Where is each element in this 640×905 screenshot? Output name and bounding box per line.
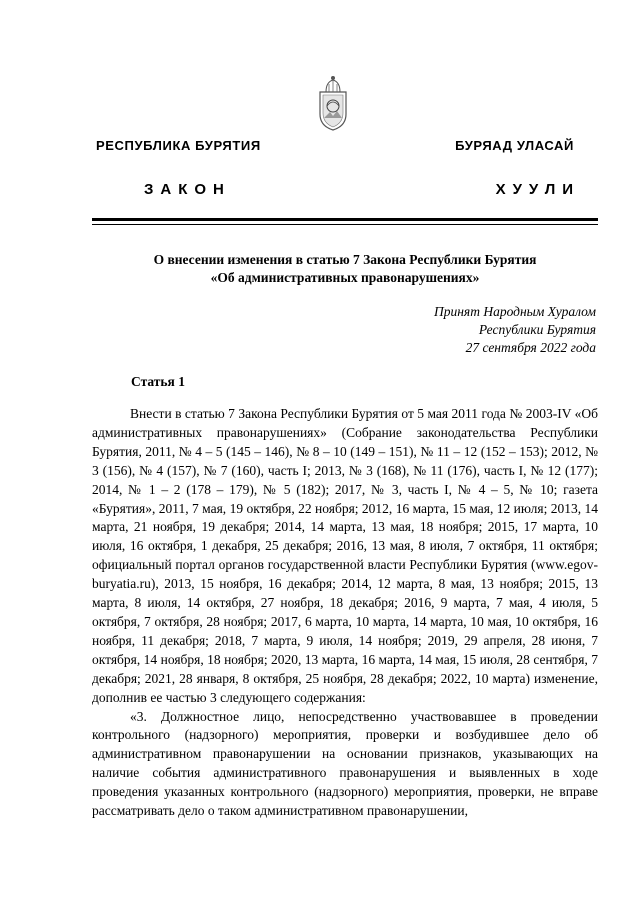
header-rule-thick: [92, 218, 598, 221]
header-rule-thin: [92, 224, 598, 225]
title-line: «Об административных правонарушениях»: [210, 270, 480, 285]
document-title: [92, 251, 598, 287]
article-paragraph: «3. Должностное лицо, непосредственно участвовавшее в проведении контрольного (надзорного) мероприятия, проверки и возбудившее дело об административном правонарушении на основании признаков, указывающих на наличие события административного правонарушения и выявленных в ходе проведения указанных контрольного (надзорного) мероприятия, проверки, не вправе рассматривать дело о таком административном правонарушении,: [92, 708, 598, 819]
article-heading: Статья 1: [131, 374, 185, 389]
adoption-line: Принят Народным Хуралом: [433, 304, 596, 319]
article-body: [92, 405, 598, 821]
adoption-line: Республики Бурятия: [478, 322, 596, 337]
adoption-date: 27 сентября 2022 года: [465, 340, 596, 355]
republic-name-russian: РЕСПУБЛИКА БУРЯТИЯ: [96, 138, 261, 153]
law-label-buryat: ХУУЛИ: [495, 181, 580, 198]
article-paragraph: Внести в статью 7 Закона Республики Бурятия от 5 мая 2011 года № 2003-IV «Об административных правонарушениях» (Собрание законодательства Республики Бурятия, 2011, № 4 – 5 (145 – 146), № 8 – 10 (149 – 151), № 11 – 12 (152 – 153); 2012, № 3 (156), № 4 (157), № 7 (160), часть I; 2013, № 3 (168), № 11 (176), часть I, № 12 (177); 2014, № 1 – 2 (178 – 179), № 5 (182); 2017, № 3, часть I, № 4 – 5, № 10; газета «Бурятия», 2011, 7 мая, 19 октября, 22 ноября; 2012, 16 марта, 15 мая, 12 июля; 2013, 14 марта, 21 ноября, 19 декабря; 2014, 14 марта, 13 мая, 18 ноября; 2015, 17 марта, 10 июля, 16 октября, 1 декабря, 25 декабря; 2016, 13 мая, 8 июля, 7 октября, 11 октября; официальный портал органов государственной власти Республики Бурятия (www.egov-buryatia.ru), 2013, 15 ноября, 16 декабря; 2014, 12 марта, 8 мая, 13 ноября; 2015, 13 марта, 8 июля, 14 октября, 27 ноября, 18 декабря; 2016, 9 марта, 7 мая, 4 июля, 5 октября, 7 октября, 28 ноября; 2017, 6 марта, 10 марта, 14 марта, 10 мая, 10 октября, 16 ноября, 11 декабря; 2018, 7 марта, 9 июля, 14 ноября; 2019, 29 апреля, 28 июня, 7 октября, 14 ноября, 18 ноября; 2020, 13 марта, 16 марта, 14 мая, 15 июля, 28 сентября, 7 декабря; 2021, 28 января, 8 октября, 25 ноября, 28 декабря; 2022, 10 марта) изменение, дополнив ее частью 3 следующего содержания:: [92, 406, 598, 705]
law-label-russian: ЗАКОН: [144, 181, 231, 198]
adoption-note: [434, 303, 596, 357]
republic-name-buryat: БУРЯАД УЛАСАЙ: [455, 138, 574, 153]
coat-of-arms-icon: [317, 74, 349, 132]
title-line: О внесении изменения в статью 7 Закона Республики Бурятия: [153, 252, 537, 267]
